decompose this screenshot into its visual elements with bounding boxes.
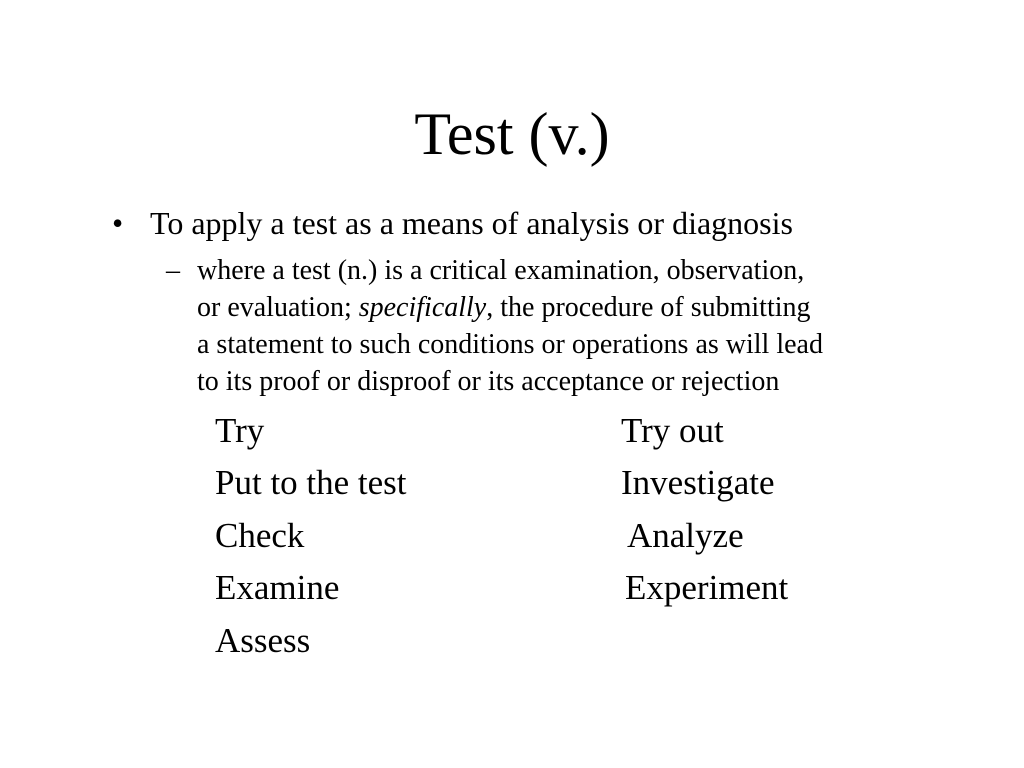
sub-bullet-line-2-before: or evaluation; (197, 292, 359, 323)
sub-bullet-emphasis: specifically (358, 292, 487, 323)
term-left: Check (215, 516, 305, 555)
term-left: Assess (215, 621, 311, 660)
term-right: Try out (621, 411, 724, 450)
term-left: Examine (215, 568, 340, 607)
term-left: Try (215, 411, 265, 450)
main-bullet-text: To apply a test as a means of analysis or diagnosis (150, 205, 793, 241)
dash-icon: – (166, 255, 180, 286)
term-right: Analyze (627, 516, 744, 555)
sub-bullet-line-4: to its proof or disproof or its acceptance or rejection (197, 366, 780, 397)
term-right: Experiment (625, 568, 789, 607)
slide-title: Test (v.) (414, 101, 610, 167)
sub-bullet-line-1: where a test (n.) is a critical examination, observation, (197, 255, 805, 286)
bullet-icon: • (112, 205, 124, 241)
sub-bullet-line-2-after: , the procedure of submitting (486, 292, 811, 323)
sub-bullet-line-3: a statement to such conditions or operations as will lead (197, 329, 823, 360)
term-left: Put to the test (215, 463, 407, 502)
term-right: Investigate (621, 463, 775, 502)
